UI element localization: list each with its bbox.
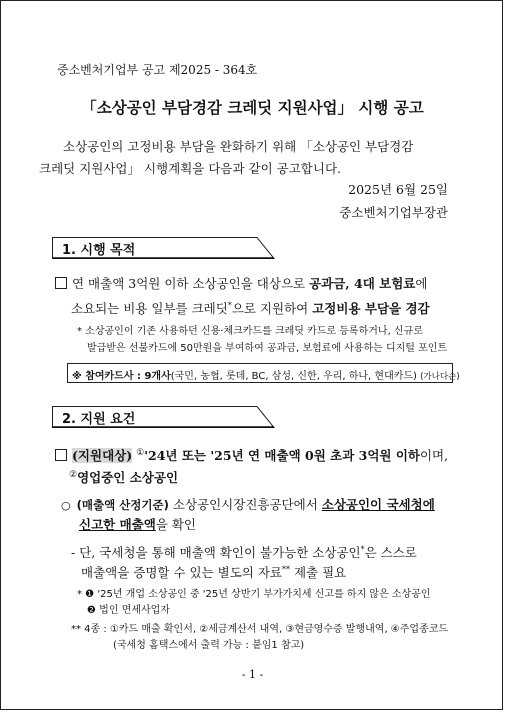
exception-text-2b: 제출 필요 xyxy=(290,565,347,581)
card-companies-box xyxy=(67,363,460,383)
eligibility-line-2 xyxy=(69,464,178,489)
sub-note-1-text: '25년 개업 소상공인 중 '25년 상반기 부가가치세 신고를 하지 않은 소상공인 xyxy=(97,589,431,600)
purpose-line-1 xyxy=(55,273,427,295)
footnote-mark: ** xyxy=(282,565,290,574)
sales-criteria-text: 소상공인시장진흥공단에서 xyxy=(172,497,322,512)
checkbox-bullet xyxy=(55,449,67,461)
circle-num-2: ② xyxy=(69,470,78,480)
sub-note-3-text: ①카드 매출 확인서, ②세금계산서 내역, ③현금영수증 발행내역, ④주업종코드 xyxy=(109,624,449,635)
footnote-mark: * xyxy=(227,301,232,310)
notice-number: 중소벤처기업부 공고 제2025 - 364호 xyxy=(57,63,258,77)
sales-criteria-tail: 을 확인 xyxy=(155,517,197,532)
sub-note-2-mark: ❷ xyxy=(87,605,96,616)
sub-note-2-text: 법인 면세사업자 xyxy=(99,605,170,616)
card-companies-order: (가나다순) xyxy=(420,372,460,382)
page-number: - 1 - xyxy=(241,668,264,681)
circle-num-1: ① xyxy=(136,448,145,458)
sub-note-2 xyxy=(87,601,170,616)
purpose-text-2b: 으로 지원하여 xyxy=(231,301,313,317)
issuing-organization: 중소벤처기업부장관 xyxy=(339,205,448,220)
purpose-highlight-2: 고정비용 부담을 경감 xyxy=(312,301,430,317)
target-criterion-1-tail: 이며, xyxy=(419,448,449,464)
target-criterion-2: 영업중인 소상공인 xyxy=(77,470,179,486)
card-companies-label: ※ 참여카드사 : 9개사 xyxy=(72,371,171,382)
notice-date: 2025년 6월 25일 xyxy=(348,182,448,197)
sub-note-1-mark: * ❶ xyxy=(77,589,95,600)
card-companies-list: (국민, 농협, 롯데, BC, 삼성, 신한, 우리, 하나, 현대카드) xyxy=(170,371,417,382)
sub-note-1 xyxy=(77,585,431,600)
section-2-title: 2. 지원 요건 xyxy=(62,412,136,427)
section-1-title: 1. 시행 목적 xyxy=(62,243,136,258)
exception-text-2: 매출액을 증명할 수 있는 별도의 자료 xyxy=(81,565,282,581)
target-criterion-1: '24년 또는 '25년 연 매출액 0원 초과 3억원 이하 xyxy=(144,448,420,464)
purpose-line-2 xyxy=(71,295,430,320)
purpose-text-a: 연 매출액 3억원 이하 소상공인을 대상으로 xyxy=(72,276,310,291)
note-line-2: 발급받은 선불카드에 50만원을 부여하여 공과금, 보험료에 사용하는 디지털 포인트 xyxy=(87,343,448,354)
sales-criteria-underline-2: 신고한 매출액 xyxy=(79,517,156,532)
purpose-text-2a: 소요되는 비용 일부를 크레딧 xyxy=(71,301,228,317)
checkbox-bullet xyxy=(55,277,67,289)
note-line-1: * 소상공인이 기존 사용하던 신용·체크카드를 크레딧 카드로 등록하거나, 신규로 xyxy=(77,326,423,337)
intro-line-1: 소상공인의 고정비용 부담을 완화하기 위해 「소상공인 부담경감 xyxy=(63,139,414,154)
sub-note-4: (국세청 홈택스에서 출력 가능 : 붙임1 참고) xyxy=(113,640,305,651)
intro-line-2: 크레딧 지원사업」 시행계획을 다음과 같이 공고합니다. xyxy=(39,161,341,176)
purpose-text-c: 에 xyxy=(415,276,428,291)
circle-bullet: ○ xyxy=(61,499,71,512)
exception-line-2 xyxy=(81,559,346,584)
sub-note-3-mark: ** 4종 : xyxy=(71,624,107,635)
document-title: 「소상공인 부담경감 크레딧 지원사업」 시행 공고 xyxy=(81,99,424,117)
footnote-mark: * xyxy=(360,545,365,554)
exception-text-1: - 단, 국세청을 통해 매출액 확인이 불가능한 소상공인 xyxy=(71,545,361,561)
section-1-heading xyxy=(52,237,275,259)
sub-note-3 xyxy=(71,620,448,635)
purpose-highlight: 공과금, 4대 보험료 xyxy=(309,276,416,291)
intro-paragraph xyxy=(39,136,453,180)
section-2-heading xyxy=(52,406,275,428)
exception-text-1b: 은 스스로 xyxy=(364,545,417,561)
target-label: (지원대상) xyxy=(72,448,133,464)
sales-criteria-underline-1: 소상공인이 국세청에 xyxy=(321,497,435,512)
sales-criteria-label: (매출액 산정기준) xyxy=(76,498,169,512)
sales-criteria-line-2 xyxy=(79,514,196,536)
